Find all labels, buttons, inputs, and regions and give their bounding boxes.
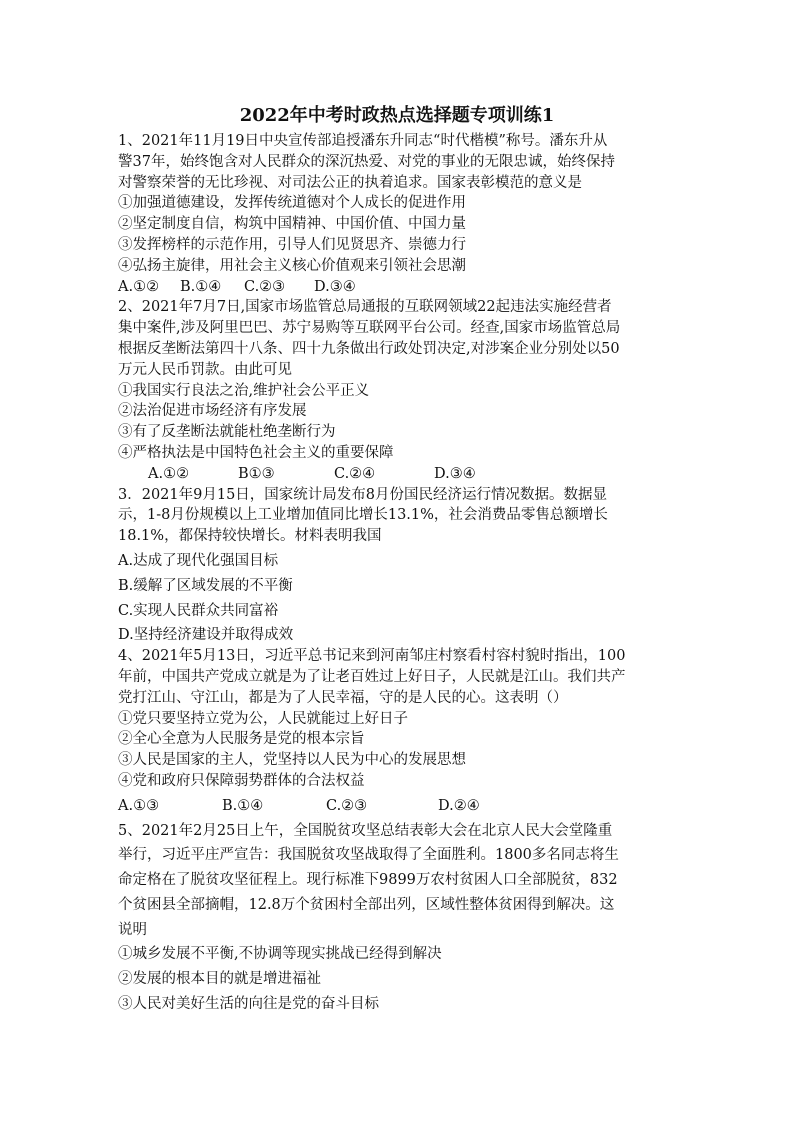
option-c: C.②③ <box>326 797 368 814</box>
question-text-line: 年前，中国共产党成立就是为了让老百姓过上好日子，人民就是江山。我们共产 <box>118 668 626 685</box>
option-a: A.①③ <box>118 797 160 814</box>
question-text-line: 集中案件,涉及阿里巴巴、苏宁易购等互联网平台公司。经查,国家市场监管总局 <box>118 320 621 337</box>
choice-item: A.达成了现代化强国目标 <box>118 552 279 569</box>
question-text-line: 个贫困县全部摘帽，12.8万个贫困村全部出列，区域性整体贫困得到解决。这 <box>118 896 615 913</box>
choice-item: B.缓解了区域发展的不平衡 <box>118 577 293 594</box>
option-a: A.①② <box>118 278 160 295</box>
question-text-line: 3．2021年9月15日，国家统计局发布8月份国民经济运行情况数据。数据显 <box>118 486 608 503</box>
statement-item: ①加强道德建设，发挥传统道德对个人成长的促进作用 <box>118 195 466 212</box>
question-text-line: 说明 <box>118 921 147 938</box>
statement-item: ②发展的根本目的就是增进福祉 <box>118 971 321 988</box>
choice-item: D.坚持经济建设并取得成效 <box>118 627 294 644</box>
statement-item: ④严格执法是中国特色社会主义的重要保障 <box>118 444 394 461</box>
statement-item: ②坚定制度自信，构筑中国精神、中国价值、中国力量 <box>118 216 466 233</box>
option-d: D.③④ <box>434 465 476 482</box>
question-5 <box>118 821 678 1015</box>
question-text-line: 示，1-8月份规模以上工业增加值同比增长13.1%，社会消费品零售总额增长 <box>118 507 608 524</box>
option-d: D.③④ <box>314 278 356 295</box>
option-d: D.②④ <box>438 797 480 814</box>
option-c: C.②③ <box>244 278 286 295</box>
statement-item: ①城乡发展不平衡,不协调等现实挑战已经得到解决 <box>118 946 442 963</box>
answer-options <box>118 464 678 485</box>
question-text-line: 警37年，始终饱含对人民群众的深沉热爱、对党的事业的无限忠诚，始终保持 <box>118 153 615 170</box>
statement-item: ②全心全意为人民服务是党的根本宗旨 <box>118 731 365 748</box>
question-list <box>118 131 678 1015</box>
statement-item: ④弘扬主旋律，用社会主义核心价值观来引领社会思潮 <box>118 257 466 274</box>
option-b: B.①④ <box>180 278 222 295</box>
option-b: B①③ <box>238 465 275 482</box>
statement-item: ①党只要坚持立党为公，人民就能过上好日子 <box>118 710 408 727</box>
option-b: B.①④ <box>222 797 264 814</box>
statement-item: ④党和政府只保障弱势群体的合法权益 <box>118 772 365 789</box>
question-text-line: 4、2021年5月13日，习近平总书记来到河南邹庄村察看村容村貌时指出，100 <box>118 648 626 665</box>
question-text-line: 对警察荣誉的无比珍视、对司法公正的执着追求。国家表彰模范的意义是 <box>118 174 582 191</box>
option-c: C.②④ <box>334 465 376 482</box>
question-2 <box>118 297 678 484</box>
statement-item: ①我国实行良法之治,维护社会公平正义 <box>118 382 370 399</box>
question-3 <box>118 485 678 647</box>
question-text-line: 党打江山、守江山，都是为了人民幸福，守的是人民的心。这表明（） <box>118 689 568 706</box>
answer-options <box>118 796 678 817</box>
question-text-line: 万元人民币罚款。由此可见 <box>118 361 292 378</box>
question-text-line: 1、2021年11月19日中央宣传部追授潘东升同志“时代楷模”称号。潘东升从 <box>118 133 608 149</box>
question-text-line: 18.1%，都保持较快增长。材料表明我国 <box>118 528 382 545</box>
answer-options <box>118 277 678 298</box>
page-title: 2022年中考时政热点选择题专项训练1 <box>239 105 555 126</box>
question-text-line: 举行，习近平庄严宣告：我国脱贫攻坚战取得了全面胜利。1800多名同志将生 <box>118 847 619 864</box>
choice-item: C.实现人民群众共同富裕 <box>118 602 279 619</box>
statement-item: ③发挥榜样的示范作用，引导人们见贤思齐、崇德力行 <box>118 236 466 253</box>
statement-item: ③有了反垄断法就能杜绝垄断行为 <box>118 424 336 441</box>
question-4 <box>118 646 678 816</box>
question-text-line: 命定格在了脱贫攻坚征程上。现行标准下9899万农村贫困人口全部脱贫，832 <box>118 872 618 889</box>
statement-item: ③人民对美好生活的向往是党的奋斗目标 <box>118 996 379 1013</box>
question-text-line: 根据反垄断法第四十八条、四十九条做出行政处罚决定,对涉案企业分别处以50 <box>118 340 620 357</box>
question-text-line: 2、2021年7月7日,国家市场监管总局通报的互联网领域22起违法实施经营者 <box>118 299 612 316</box>
option-a: A.①② <box>148 465 190 482</box>
statement-item: ③人民是国家的主人，党坚持以人民为中心的发展思想 <box>118 752 466 769</box>
question-1 <box>118 131 678 297</box>
statement-item: ②法治促进市场经济有序发展 <box>118 403 307 420</box>
question-text-line: 5、2021年2月25日上午，全国脱贫攻坚总结表彰大会在北京人民大会堂隆重 <box>118 822 613 839</box>
